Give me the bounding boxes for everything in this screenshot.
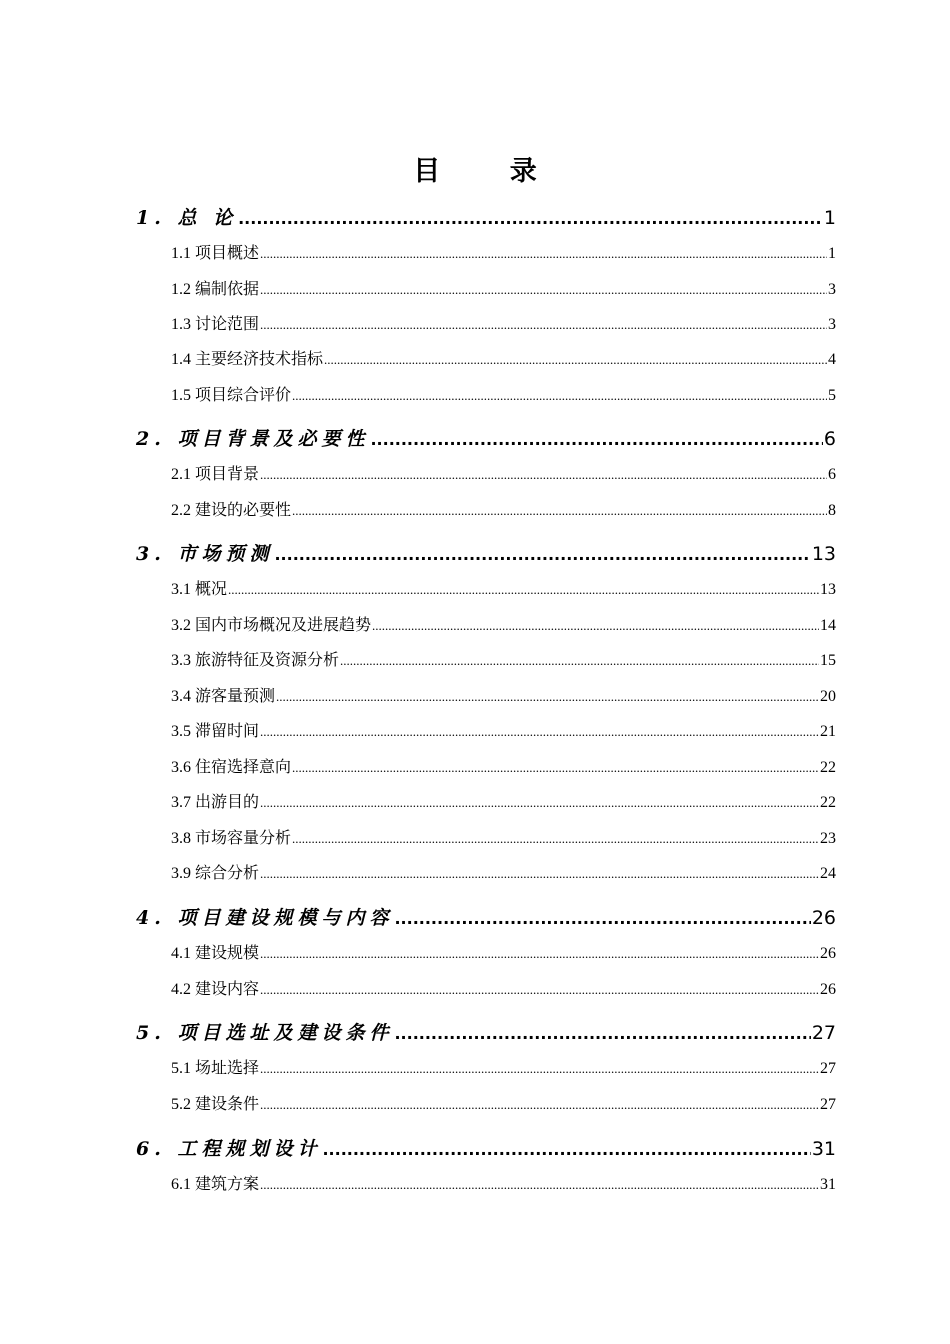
toc-entry-label: 3.6 住宿选择意向 — [171, 759, 292, 776]
toc-entry-page: 27 — [820, 1096, 836, 1113]
dot-leader — [292, 755, 819, 781]
toc-entry-page: 24 — [820, 865, 836, 882]
toc-subsection-3-6[interactable] — [171, 755, 836, 781]
dot-leader — [260, 861, 819, 887]
toc-entry-label: 4. 项目建设规模与内容 — [136, 907, 394, 929]
toc-entry-page: 1 — [823, 207, 836, 229]
dot-leader — [260, 790, 819, 816]
toc-entry-page: 26 — [811, 907, 836, 929]
toc-entry-label: 3.2 国内市场概况及进展趋势 — [171, 617, 372, 634]
toc-subsection-1-4[interactable] — [171, 347, 836, 373]
toc-entry-page: 22 — [820, 759, 836, 776]
dot-leader — [260, 719, 819, 745]
toc-subsection-3-2[interactable] — [171, 613, 836, 639]
toc-entry-page: 15 — [820, 652, 836, 669]
toc-entry-page: 27 — [820, 1060, 836, 1077]
dot-leader — [260, 277, 827, 303]
dot-leader — [340, 648, 819, 674]
dot-leader — [292, 498, 827, 524]
toc-entry-label: 1.4 主要经济技术指标 — [171, 351, 324, 368]
toc-entry-label: 3.4 游客量预测 — [171, 688, 276, 705]
toc-entry-label: 3.1 概况 — [171, 581, 228, 598]
dot-leader — [372, 613, 819, 639]
toc-subsection-4-1[interactable] — [171, 941, 836, 967]
dot-leader — [260, 1092, 819, 1118]
toc-subsection-6-1[interactable] — [171, 1172, 836, 1198]
toc-entry-label: 3.7 出游目的 — [171, 794, 260, 811]
dot-leader — [260, 312, 827, 338]
toc-entry-page: 22 — [820, 794, 836, 811]
toc-entry-label: 1.3 讨论范围 — [171, 316, 260, 333]
toc-entry-page: 6 — [828, 466, 836, 483]
dot-leader — [292, 826, 819, 852]
toc-title: 目 录 — [413, 156, 567, 187]
toc-entry-label: 3. 市场预测 — [136, 543, 274, 565]
toc-subsection-3-8[interactable] — [171, 826, 836, 852]
toc-entry-label: 4.2 建设内容 — [171, 981, 260, 998]
toc-subsection-4-2[interactable] — [171, 977, 836, 1003]
toc-entry-page: 21 — [820, 723, 836, 740]
dot-leader — [260, 241, 827, 267]
toc-entry-page: 14 — [820, 617, 836, 634]
toc-section-4[interactable] — [136, 903, 836, 934]
dot-leader — [260, 941, 819, 967]
toc-subsection-3-5[interactable] — [171, 719, 836, 745]
toc-entry-label: 1.1 项目概述 — [171, 245, 260, 262]
toc-subsection-1-3[interactable] — [171, 312, 836, 338]
toc-subsection-5-1[interactable] — [171, 1056, 836, 1082]
toc-entry-label: 5.2 建设条件 — [171, 1096, 260, 1113]
toc-entry-page: 26 — [820, 981, 836, 998]
toc-subsection-1-1[interactable] — [171, 241, 836, 267]
toc-entry-page: 27 — [811, 1022, 836, 1044]
toc-entry-label: 1.5 项目综合评价 — [171, 387, 292, 404]
toc-entry-label: 3.8 市场容量分析 — [171, 830, 292, 847]
dot-leader — [276, 684, 819, 710]
toc-subsection-3-9[interactable] — [171, 861, 836, 887]
toc-entry-page: 23 — [820, 830, 836, 847]
toc-entry-label: 5.1 场址选择 — [171, 1060, 260, 1077]
dot-leader — [274, 540, 810, 570]
dot-leader — [238, 204, 823, 234]
toc-entry-label: 3.5 滞留时间 — [171, 723, 260, 740]
toc-section-6[interactable] — [136, 1134, 836, 1165]
dot-leader — [260, 977, 819, 1003]
dot-leader — [322, 1135, 810, 1165]
toc-subsection-1-2[interactable] — [171, 277, 836, 303]
toc-entry-label: 6. 工程规划设计 — [136, 1138, 322, 1160]
toc-entry-page: 20 — [820, 688, 836, 705]
dot-leader — [370, 425, 822, 455]
toc-entry-label: 1.2 编制依据 — [171, 281, 260, 298]
toc-subsection-3-3[interactable] — [171, 648, 836, 674]
toc-entry-page: 6 — [823, 428, 836, 450]
toc-section-3[interactable] — [136, 539, 836, 570]
toc-entry-label: 2. 项目背景及必要性 — [136, 428, 370, 450]
toc-entry-label: 1. 总 论 — [136, 207, 238, 229]
toc-entry-page: 8 — [828, 502, 836, 519]
toc-entry-page: 31 — [820, 1176, 836, 1193]
toc-entry-label: 3.9 综合分析 — [171, 865, 260, 882]
toc-entry-page: 13 — [820, 581, 836, 598]
toc-subsection-3-7[interactable] — [171, 790, 836, 816]
toc-entry-label: 2.2 建设的必要性 — [171, 502, 292, 519]
toc-entry-label: 6.1 建筑方案 — [171, 1176, 260, 1193]
toc-entry-page: 31 — [811, 1138, 836, 1160]
dot-leader — [228, 577, 819, 603]
toc-subsection-3-1[interactable] — [171, 577, 836, 603]
toc-subsection-5-2[interactable] — [171, 1092, 836, 1118]
toc-entry-label: 2.1 项目背景 — [171, 466, 260, 483]
dot-leader — [394, 1019, 810, 1049]
toc-entry-page: 4 — [828, 351, 836, 368]
toc-entry-page: 3 — [828, 281, 836, 298]
dot-leader — [260, 1056, 819, 1082]
toc-entry-page: 1 — [828, 245, 836, 262]
toc-entry-label: 3.3 旅游特征及资源分析 — [171, 652, 340, 669]
toc-entry-label: 4.1 建设规模 — [171, 945, 260, 962]
toc-entry-page: 3 — [828, 316, 836, 333]
dot-leader — [292, 383, 827, 409]
dot-leader — [394, 904, 810, 934]
toc-subsection-3-4[interactable] — [171, 684, 836, 710]
toc-section-1[interactable] — [136, 203, 836, 234]
toc-subsection-1-5[interactable] — [171, 383, 836, 409]
dot-leader — [324, 347, 827, 373]
toc-entry-page: 13 — [811, 543, 836, 565]
toc-subsection-2-1[interactable] — [171, 462, 836, 488]
dot-leader — [260, 1172, 819, 1198]
toc-section-2[interactable] — [136, 424, 836, 455]
toc-section-5[interactable] — [136, 1018, 836, 1049]
toc-entry-label: 5. 项目选址及建设条件 — [136, 1022, 394, 1044]
toc-entry-page: 26 — [820, 945, 836, 962]
toc-entry-page: 5 — [828, 387, 836, 404]
dot-leader — [260, 462, 827, 488]
toc-subsection-2-2[interactable] — [171, 498, 836, 524]
